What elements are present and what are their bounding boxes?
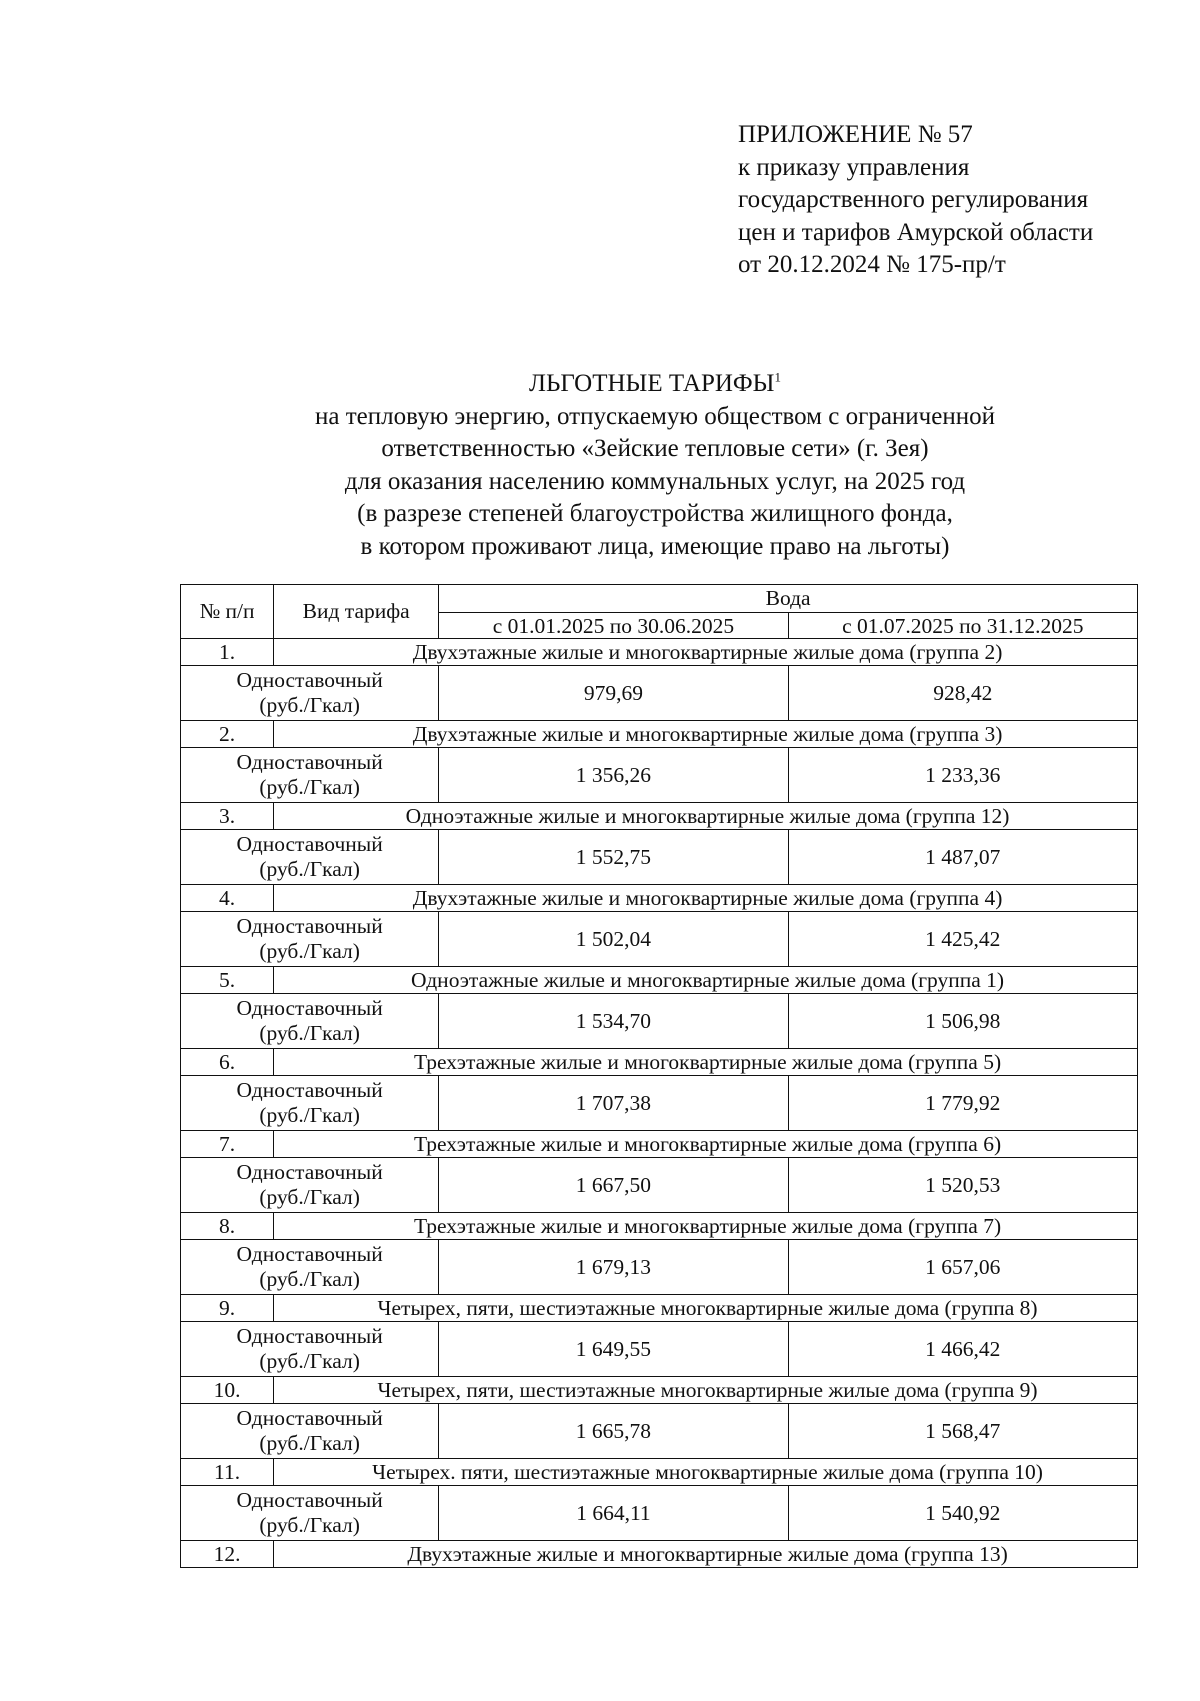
tariff-value-period-2: 1 506,98 bbox=[788, 994, 1137, 1049]
tariff-type-cell bbox=[181, 912, 439, 967]
group-number: 6. bbox=[181, 1049, 274, 1076]
tariff-type-cell bbox=[181, 748, 439, 803]
tariff-value-period-1: 1 649,55 bbox=[439, 1322, 788, 1377]
tariff-type-unit: (руб./Гкал) bbox=[259, 1185, 360, 1209]
group-name: Четырех, пяти, шестиэтажные многоквартирные жилые дома (группа 9) bbox=[274, 1377, 1138, 1404]
tariff-value-period-2: 1 520,53 bbox=[788, 1158, 1137, 1213]
group-name: Трехэтажные жилые и многоквартирные жилые дома (группа 6) bbox=[274, 1131, 1138, 1158]
group-row bbox=[181, 1459, 1138, 1486]
group-name: Одноэтажные жилые и многоквартирные жилые дома (группа 12) bbox=[274, 803, 1138, 830]
tariff-row bbox=[181, 1322, 1138, 1377]
tariff-type-cell bbox=[181, 830, 439, 885]
tariff-row bbox=[181, 1240, 1138, 1295]
group-row bbox=[181, 639, 1138, 666]
tariff-type-name: Одноставочный bbox=[236, 1242, 383, 1266]
header-water: Вода bbox=[439, 585, 1138, 613]
appendix-line-2: к приказу управления bbox=[738, 153, 970, 181]
tariff-type-name: Одноставочный bbox=[236, 668, 383, 692]
tariff-type-unit: (руб./Гкал) bbox=[259, 1021, 360, 1045]
tariff-type-unit: (руб./Гкал) bbox=[259, 775, 360, 799]
tariff-type-name: Одноставочный bbox=[236, 1078, 383, 1102]
tariff-type-name: Одноставочный bbox=[236, 996, 383, 1020]
group-number: 7. bbox=[181, 1131, 274, 1158]
document-title-block bbox=[160, 368, 1150, 563]
appendix-line-5: от 20.12.2024 № 175-пр/т bbox=[738, 251, 1006, 278]
tariff-table-body bbox=[181, 639, 1138, 1568]
tariff-type-cell bbox=[181, 1486, 439, 1541]
tariff-type-name: Одноставочный bbox=[236, 914, 383, 938]
group-name: Трехэтажные жилые и многоквартирные жилые дома (группа 7) bbox=[274, 1213, 1138, 1240]
group-name: Двухэтажные жилые и многоквартирные жилые дома (группа 4) bbox=[274, 885, 1138, 912]
appendix-header bbox=[738, 119, 1178, 282]
tariff-table bbox=[180, 584, 1138, 1568]
title-line-3: ответственностью «Зейские тепловые сети» (г. Зея) bbox=[381, 435, 929, 462]
group-row bbox=[181, 1541, 1138, 1568]
tariff-type-name: Одноставочный bbox=[236, 1324, 383, 1348]
tariff-type-unit: (руб./Гкал) bbox=[259, 1513, 360, 1537]
group-number: 11. bbox=[181, 1459, 274, 1486]
group-number: 2. bbox=[181, 721, 274, 748]
tariff-type-cell bbox=[181, 1404, 439, 1459]
tariff-type-cell bbox=[181, 666, 439, 721]
tariff-type-cell bbox=[181, 1158, 439, 1213]
tariff-value-period-1: 1 665,78 bbox=[439, 1404, 788, 1459]
tariff-value-period-1: 1 707,38 bbox=[439, 1076, 788, 1131]
group-name: Двухэтажные жилые и многоквартирные жилые дома (группа 13) bbox=[274, 1541, 1138, 1568]
group-name: Двухэтажные жилые и многоквартирные жилые дома (группа 2) bbox=[274, 639, 1138, 666]
tariff-type-name: Одноставочный bbox=[236, 750, 383, 774]
tariff-row bbox=[181, 830, 1138, 885]
group-number: 4. bbox=[181, 885, 274, 912]
tariff-type-cell bbox=[181, 1240, 439, 1295]
header-period-1: с 01.01.2025 по 30.06.2025 bbox=[439, 613, 788, 639]
tariff-type-unit: (руб./Гкал) bbox=[259, 857, 360, 881]
group-row bbox=[181, 803, 1138, 830]
group-number: 8. bbox=[181, 1213, 274, 1240]
title-line-5: (в разрезе степеней благоустройства жилищного фонда, bbox=[357, 500, 953, 527]
tariff-row bbox=[181, 912, 1138, 967]
header-period-2: с 01.07.2025 по 31.12.2025 bbox=[788, 613, 1137, 639]
group-number: 12. bbox=[181, 1541, 274, 1568]
tariff-value-period-2: 1 568,47 bbox=[788, 1404, 1137, 1459]
appendix-number: ПРИЛОЖЕНИЕ № 57 bbox=[738, 121, 973, 148]
group-row bbox=[181, 1295, 1138, 1322]
title-line-2: на тепловую энергию, отпускаемую обществом с ограниченной bbox=[315, 402, 995, 430]
tariff-row bbox=[181, 1486, 1138, 1541]
tariff-value-period-2: 1 487,07 bbox=[788, 830, 1137, 885]
tariff-type-cell bbox=[181, 1076, 439, 1131]
group-row bbox=[181, 1131, 1138, 1158]
tariff-type-unit: (руб./Гкал) bbox=[259, 693, 360, 717]
header-type: Вид тарифа bbox=[274, 585, 439, 639]
tariff-value-period-1: 1 552,75 bbox=[439, 830, 788, 885]
group-number: 1. bbox=[181, 639, 274, 666]
group-row bbox=[181, 967, 1138, 994]
tariff-value-period-1: 1 679,13 bbox=[439, 1240, 788, 1295]
group-name: Одноэтажные жилые и многоквартирные жилые дома (группа 1) bbox=[274, 967, 1138, 994]
document-title bbox=[160, 368, 1150, 401]
group-number: 9. bbox=[181, 1295, 274, 1322]
tariff-row bbox=[181, 666, 1138, 721]
tariff-type-cell bbox=[181, 1322, 439, 1377]
tariff-value-period-1: 1 667,50 bbox=[439, 1158, 788, 1213]
header-num: № п/п bbox=[181, 585, 274, 639]
appendix-line-3: государственного регулирования bbox=[738, 186, 1089, 213]
tariff-type-unit: (руб./Гкал) bbox=[259, 939, 360, 963]
tariff-row bbox=[181, 1158, 1138, 1213]
tariff-value-period-2: 1 425,42 bbox=[788, 912, 1137, 967]
tariff-type-name: Одноставочный bbox=[236, 1406, 383, 1430]
tariff-value-period-2: 1 779,92 bbox=[788, 1076, 1137, 1131]
tariff-row bbox=[181, 994, 1138, 1049]
tariff-type-cell bbox=[181, 994, 439, 1049]
tariff-value-period-2: 1 466,42 bbox=[788, 1322, 1137, 1377]
group-number: 5. bbox=[181, 967, 274, 994]
tariff-row bbox=[181, 1076, 1138, 1131]
group-row bbox=[181, 1049, 1138, 1076]
tariff-type-unit: (руб./Гкал) bbox=[259, 1103, 360, 1127]
tariff-type-unit: (руб./Гкал) bbox=[259, 1267, 360, 1291]
tariff-row bbox=[181, 1404, 1138, 1459]
title-line-6: в котором проживают лица, имеющие право на льготы) bbox=[360, 532, 950, 560]
tariff-value-period-1: 1 502,04 bbox=[439, 912, 788, 967]
group-name: Трехэтажные жилые и многоквартирные жилые дома (группа 5) bbox=[274, 1049, 1138, 1076]
group-name: Четырех. пяти, шестиэтажные многоквартирные жилые дома (группа 10) bbox=[274, 1459, 1138, 1486]
group-name: Двухэтажные жилые и многоквартирные жилые дома (группа 3) bbox=[274, 721, 1138, 748]
group-number: 10. bbox=[181, 1377, 274, 1404]
footnote-mark: 1 bbox=[774, 369, 781, 385]
group-row bbox=[181, 721, 1138, 748]
group-row bbox=[181, 1377, 1138, 1404]
document-title-text: ЛЬГОТНЫЕ ТАРИФЫ bbox=[529, 370, 775, 397]
group-row bbox=[181, 885, 1138, 912]
tariff-value-period-1: 979,69 bbox=[439, 666, 788, 721]
tariff-value-period-2: 1 657,06 bbox=[788, 1240, 1137, 1295]
tariff-value-period-1: 1 356,26 bbox=[439, 748, 788, 803]
tariff-type-name: Одноставочный bbox=[236, 832, 383, 856]
group-row bbox=[181, 1213, 1138, 1240]
tariff-row bbox=[181, 748, 1138, 803]
group-name: Четырех, пяти, шестиэтажные многоквартирные жилые дома (группа 8) bbox=[274, 1295, 1138, 1322]
tariff-type-name: Одноставочный bbox=[236, 1488, 383, 1512]
tariff-value-period-2: 1 540,92 bbox=[788, 1486, 1137, 1541]
tariff-value-period-2: 1 233,36 bbox=[788, 748, 1137, 803]
tariff-type-unit: (руб./Гкал) bbox=[259, 1349, 360, 1373]
tariff-value-period-2: 928,42 bbox=[788, 666, 1137, 721]
tariff-type-name: Одноставочный bbox=[236, 1160, 383, 1184]
group-number: 3. bbox=[181, 803, 274, 830]
title-line-4: для оказания населению коммунальных услуг, на 2025 год bbox=[344, 467, 966, 495]
tariff-value-period-1: 1 664,11 bbox=[439, 1486, 788, 1541]
tariff-value-period-1: 1 534,70 bbox=[439, 994, 788, 1049]
appendix-line-4: цен и тарифов Амурской области bbox=[738, 218, 1094, 246]
tariff-type-unit: (руб./Гкал) bbox=[259, 1431, 360, 1455]
